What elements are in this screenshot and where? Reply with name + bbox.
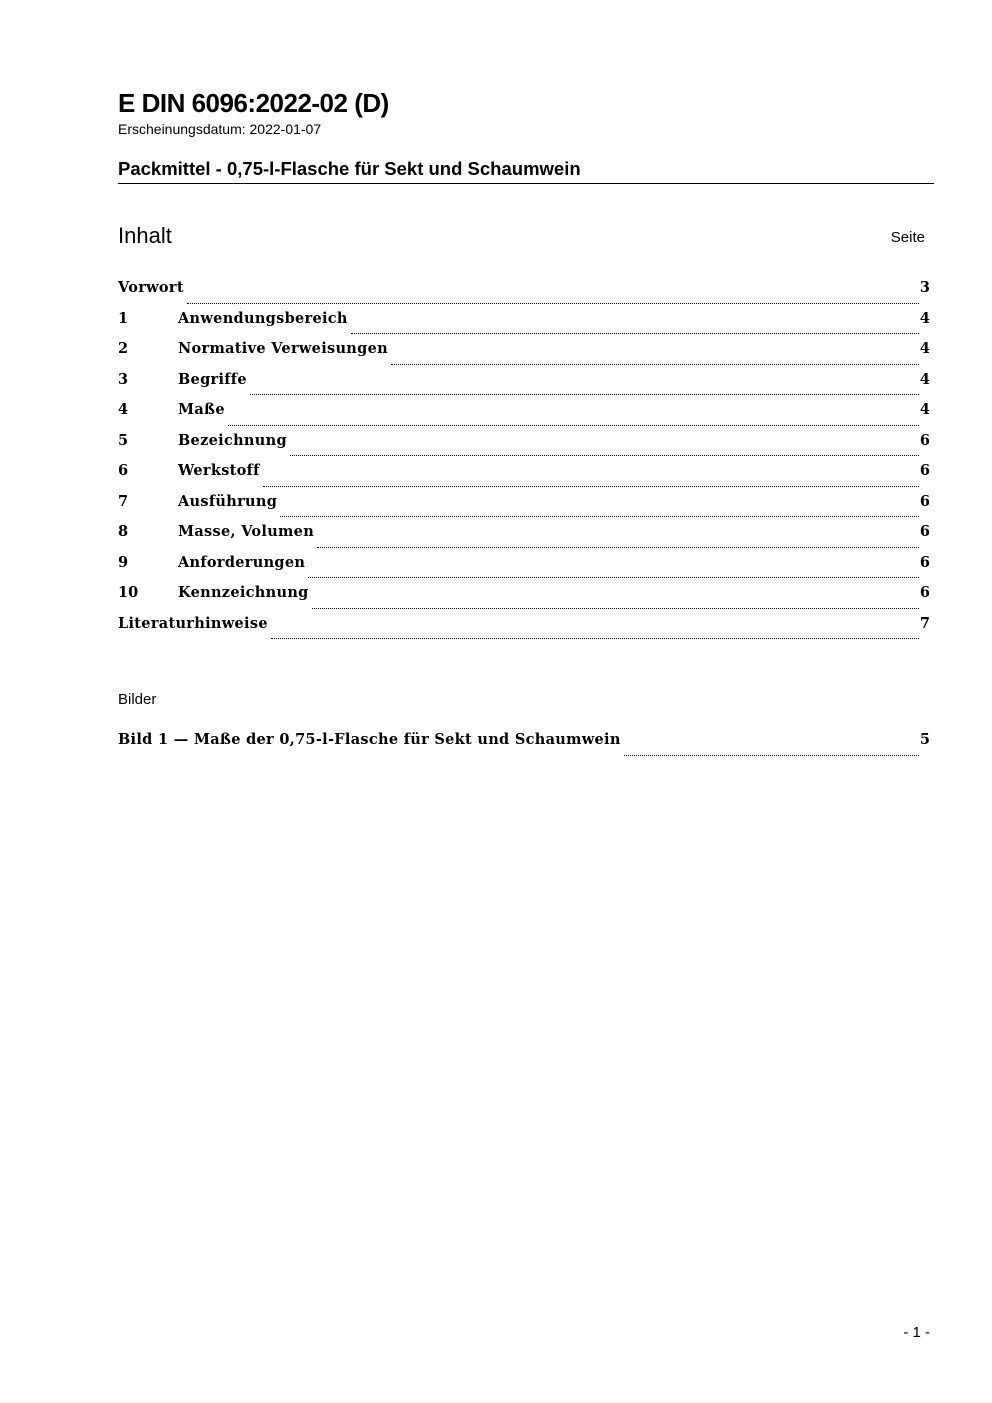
- toc-entry-normative-verweisungen[interactable]: [118, 340, 930, 371]
- toc-dot-leader: [312, 607, 919, 609]
- toc-entry-page: 6: [919, 492, 930, 510]
- figure-entry-page: 5: [919, 731, 930, 748]
- toc-entry-title: Werkstoff: [178, 462, 260, 479]
- toc-entry-anforderungen[interactable]: [118, 554, 930, 585]
- toc-entry-vorwort[interactable]: [118, 279, 930, 310]
- toc-entry-title: Literaturhinweise: [118, 614, 268, 632]
- toc-entry-number: 5: [118, 431, 129, 449]
- toc-entry-werkstoff[interactable]: [118, 462, 930, 493]
- toc-entry-title: Anforderungen: [178, 553, 306, 571]
- toc-entry-kennzeichnung[interactable]: [118, 584, 930, 615]
- toc-dot-leader: [187, 302, 919, 304]
- toc-entry-page: 7: [919, 614, 930, 632]
- toc-entry-anwendungsbereich[interactable]: [118, 310, 930, 341]
- toc-entry-masse[interactable]: [118, 401, 930, 432]
- toc-dot-leader: [624, 754, 919, 756]
- toc-entry-literaturhinweise[interactable]: [118, 615, 930, 646]
- toc-dot-leader: [317, 546, 919, 548]
- toc-entry-page: 6: [919, 462, 930, 479]
- toc-entry-number: 2: [118, 340, 129, 357]
- toc-entry-page: 6: [919, 553, 930, 571]
- toc-entry-page: 3: [919, 279, 930, 296]
- toc-dot-leader: [391, 363, 919, 365]
- toc-entry-bezeichnung[interactable]: [118, 432, 930, 463]
- toc-entry-page: 4: [919, 309, 930, 327]
- toc-page-column-label: Seite: [890, 229, 925, 246]
- figure-entry-bild-1[interactable]: [118, 731, 930, 762]
- toc-entry-begriffe[interactable]: [118, 371, 930, 402]
- toc-entry-title: Normative Verweisungen: [178, 340, 388, 357]
- toc-entry-number: 8: [118, 523, 129, 540]
- toc-dot-leader: [228, 424, 919, 426]
- toc-dot-leader: [290, 454, 919, 456]
- toc-entry-page: 6: [919, 431, 930, 449]
- publication-date: Erscheinungsdatum: 2022-01-07: [118, 121, 322, 137]
- figures-heading: Bilder: [118, 691, 157, 708]
- toc-entry-number: 10: [118, 584, 139, 601]
- toc-entry-number: 1: [118, 309, 129, 327]
- toc-entry-ausfuehrung[interactable]: [118, 493, 930, 524]
- toc-entry-title: Masse, Volumen: [178, 523, 315, 540]
- document-subtitle: Packmittel - 0,75-l-Flasche für Sekt und Schaumwein: [118, 158, 934, 184]
- toc-entry-page: 4: [919, 340, 930, 357]
- toc-entry-title: Maße: [178, 401, 225, 418]
- toc-entry-masse-volumen[interactable]: [118, 523, 930, 554]
- toc-entry-title: Ausführung: [178, 492, 278, 510]
- toc-entry-title: Vorwort: [118, 279, 184, 296]
- toc-entry-number: 4: [118, 401, 129, 418]
- toc-dot-leader: [351, 332, 919, 334]
- toc-entry-title: Bezeichnung: [178, 431, 287, 449]
- toc-dot-leader: [308, 576, 919, 578]
- toc-entry-title: Begriffe: [178, 370, 247, 388]
- toc-entry-page: 4: [919, 401, 930, 418]
- toc-entry-page: 6: [919, 523, 930, 540]
- toc-entry-number: 6: [118, 462, 129, 479]
- toc-dot-leader: [250, 393, 919, 395]
- document-title: E DIN 6096:2022-02 (D): [118, 88, 389, 118]
- toc-entry-page: 6: [919, 584, 930, 601]
- toc-entry-number: 9: [118, 553, 129, 571]
- toc-entry-number: 3: [118, 370, 129, 388]
- toc-dot-leader: [263, 485, 919, 487]
- toc-entry-page: 4: [919, 370, 930, 388]
- toc-entry-title: Kennzeichnung: [178, 584, 309, 601]
- toc-list: [118, 279, 930, 645]
- toc-heading: Inhalt: [118, 223, 172, 248]
- page-number: - 1 -: [903, 1324, 930, 1341]
- figures-list: [118, 731, 930, 762]
- toc-entry-number: 7: [118, 492, 129, 510]
- toc-dot-leader: [280, 515, 919, 517]
- figure-entry-title: Bild 1 — Maße der 0,75-l-Flasche für Sekt und Schaumwein: [118, 731, 621, 748]
- toc-dot-leader: [271, 637, 919, 639]
- toc-entry-title: Anwendungsbereich: [178, 309, 348, 327]
